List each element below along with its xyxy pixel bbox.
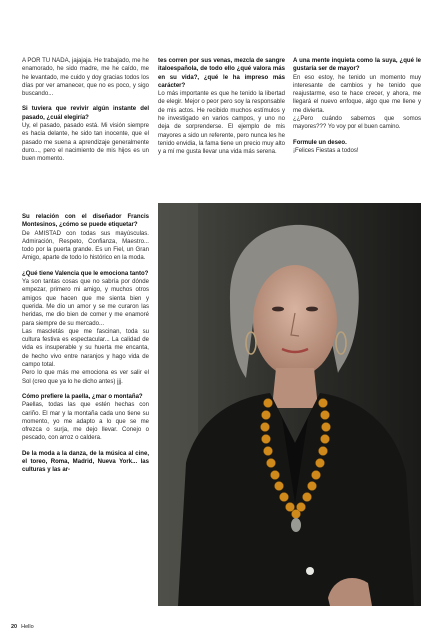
question-heading: ¿Qué tiene Valencia que le emociona tanto? <box>22 270 149 277</box>
answer-paragraph: A POR TU NADA, jajajaja. He trabajado, me he enamorado, he sido madre, me he caído, me he levantado, me cuido y doy gracias todos los días por ver amanecer, que no es poco, y sigo buscando... <box>22 58 149 98</box>
question-heading: Cómo prefiere la paella, ¿mar o montaña? <box>22 393 143 400</box>
question-heading: tes corren por sus venas, mezcla de sangre italoespañola, de todo ello ¿qué valora más en su vida?, ¿qué le ha impreso más carácter? <box>158 58 285 89</box>
brand-label: Hello <box>21 624 34 630</box>
portrait-photo <box>158 203 421 606</box>
page-number: 20 <box>11 624 18 630</box>
answer-paragraph: Pero lo que más me emociona es ver salir el Sol (creo que ya lo he dicho antes) jjj. <box>22 370 149 385</box>
question-heading: A una mente inquieta como la suya, ¿qué le gustaría ser de mayor? <box>293 58 421 73</box>
column-3 <box>293 57 421 155</box>
answer-paragraph: ¡Felices Fiestas a todos! <box>293 147 359 154</box>
answer-paragraph: Las mascletás que me fascinan, toda su cultura festiva es espectacular... La calidad de vida es insuperable y su huerta me encanta, de hecho vivo entre naranjos y hago vida de campo total. <box>22 328 149 369</box>
answer-paragraph: Ya son tantas cosas que no sabría por dónde empezar, primero mi amigo, y muchos otros amigos que hacen que me sienta bien y querida. Me dio un amor y se me curaron las heridas, me dio bien de comer y me enamoré para siempre de su mercado... <box>22 279 149 327</box>
column-1-top <box>22 57 149 164</box>
column-1-bottom <box>22 213 149 475</box>
page-footer <box>11 624 34 630</box>
answer-paragraph: Paellas, todas las que estén hechas con cariño. El mar y la montaña cada uno tiene su momento, yo me adapto a lo que se me ofrezca o surja, me dejo llevar. Conejo o pescado, con arroz o caldera. <box>22 402 149 442</box>
question-heading: Formule un deseo. <box>293 139 347 146</box>
answer-paragraph: De AMISTAD con todas sus mayúsculas. Admiración, Respeto, Confianza, Maestro... todo por la puerta grande. Es un Fiel, un Gran Amigo, aparte de todo lo histórico en la moda. <box>22 230 149 262</box>
answer-paragraph: Uy, el pasado, pasado está. Mi visión siempre es hacia delante, he sido tan inocente, que el pasado me suena a aprendizaje generalmente duro..., pero el nacimiento de mis hijos es un buen momento. <box>22 123 149 163</box>
answer-paragraph: ¿¿Pero cuándo sabemos que somos mayores??? Yo voy por el buen camino. <box>293 116 421 131</box>
question-heading: Su relación con el diseñador Francis Montesinos, ¿cómo se puede etiquetar? <box>22 214 149 229</box>
question-heading: De la moda a la danza, de la música al cine, el toreo, Roma, Madrid, Nueva York... las culturas y las ar- <box>22 450 149 474</box>
question-heading: Si tuviera que revivir algún instante del pasado, ¿cuál elegiría? <box>22 106 149 121</box>
answer-paragraph: Lo más importante es que he tenido la libertad de elegir. Mejor o peor pero soy la responsable de mis actos. He recibido muchos estímulos y he investigado en varios campos, y uno no deja de sorprenderse. El ejemplo de mis mayores a sido un referente, pero nunca les he tenido envidia, la fama tiene un precio muy alto y a mí me gusta llevar una vida más serena. <box>158 91 285 156</box>
portrait-illustration <box>158 203 421 606</box>
answer-paragraph: En eso estoy, he tenido un momento muy interesante de cambios y he tenido que reajustarme, eso te hace crecer, y ahora, me llegará el nuevo enfoque, algo que me llene y me divierta. <box>293 74 421 114</box>
column-2 <box>158 57 285 157</box>
